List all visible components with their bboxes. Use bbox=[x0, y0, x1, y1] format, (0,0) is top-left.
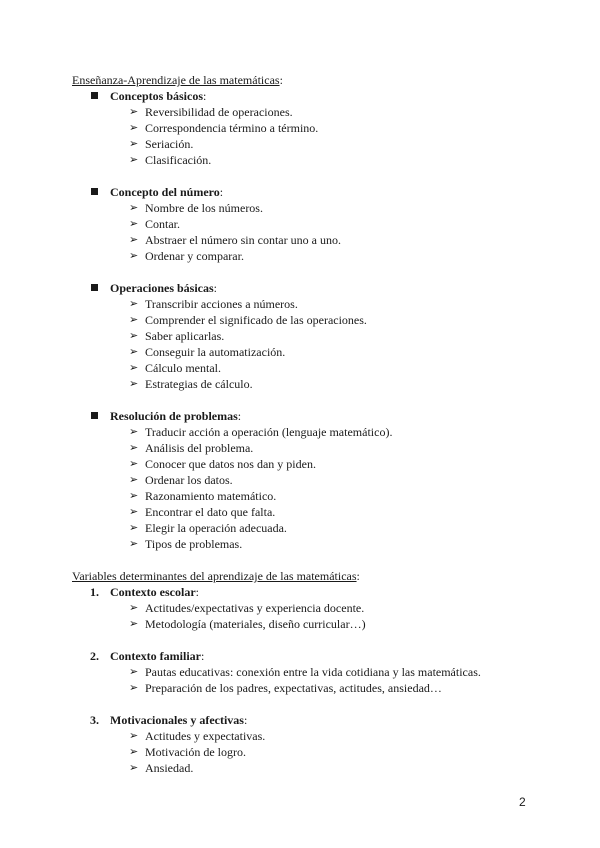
group-heading-text: Contexto escolar bbox=[110, 585, 196, 599]
arrow-bullet-icon: ➢ bbox=[129, 473, 139, 486]
arrow-bullet-icon: ➢ bbox=[129, 345, 139, 358]
list-item-text: Clasificación. bbox=[145, 153, 212, 167]
list-item-text: Elegir la operación adecuada. bbox=[145, 521, 287, 535]
numbered-heading bbox=[0, 648, 600, 664]
group-heading-text: Conceptos básicos bbox=[110, 89, 204, 103]
group-heading bbox=[0, 280, 600, 296]
list-item bbox=[0, 488, 600, 504]
list-item-text: Preparación de los padres, expectativas, actitudes, ansiedad… bbox=[145, 681, 442, 695]
numbered-heading bbox=[0, 712, 600, 728]
arrow-bullet-icon: ➢ bbox=[129, 105, 139, 118]
list-item-text: Ordenar y comparar. bbox=[145, 249, 244, 263]
list-item bbox=[0, 232, 600, 248]
arrow-bullet-icon: ➢ bbox=[129, 153, 139, 166]
list-item bbox=[0, 600, 600, 616]
arrow-bullet-icon: ➢ bbox=[129, 233, 139, 246]
arrow-bullet-icon: ➢ bbox=[129, 361, 139, 374]
list-item-text: Conocer que datos nos dan y piden. bbox=[145, 457, 316, 471]
arrow-bullet-icon: ➢ bbox=[129, 537, 139, 550]
list-item bbox=[0, 248, 600, 264]
colon: : bbox=[279, 73, 283, 87]
list-item-text: Saber aplicarlas. bbox=[145, 329, 225, 343]
list-item-text: Ansiedad. bbox=[145, 761, 194, 775]
list-item-text: Pautas educativas: conexión entre la vida cotidiana y las matemáticas. bbox=[145, 665, 481, 679]
arrow-bullet-icon: ➢ bbox=[129, 201, 139, 214]
list-item bbox=[0, 216, 600, 232]
list-item bbox=[0, 312, 600, 328]
list-number: 3. bbox=[90, 713, 99, 727]
colon: : bbox=[219, 185, 224, 199]
arrow-bullet-icon: ➢ bbox=[129, 425, 139, 438]
list-item-text: Transcribir acciones a números. bbox=[145, 297, 298, 311]
arrow-bullet-icon: ➢ bbox=[129, 761, 139, 774]
list-item-text: Seriación. bbox=[145, 137, 194, 151]
list-item bbox=[0, 728, 600, 744]
page-number: 2 bbox=[519, 795, 526, 809]
arrow-bullet-icon: ➢ bbox=[129, 137, 139, 150]
list-item-text: Correspondencia término a término. bbox=[145, 121, 319, 135]
group-heading bbox=[0, 88, 600, 104]
arrow-bullet-icon: ➢ bbox=[129, 521, 139, 534]
group-heading bbox=[0, 184, 600, 200]
arrow-bullet-icon: ➢ bbox=[129, 313, 139, 326]
square-bullet-icon bbox=[91, 188, 98, 195]
list-item bbox=[0, 616, 600, 632]
list-item-text: Motivación de logro. bbox=[145, 745, 246, 759]
arrow-bullet-icon: ➢ bbox=[129, 729, 139, 742]
list-item bbox=[0, 680, 600, 696]
colon: : bbox=[237, 409, 242, 423]
numbered-heading bbox=[0, 584, 600, 600]
section-2-title-text: Variables determinantes del aprendizaje de las matemáticas bbox=[72, 569, 357, 583]
list-item-text: Actitudes/expectativas y experiencia docente. bbox=[145, 601, 365, 615]
list-item-text: Abstraer el número sin contar uno a uno. bbox=[145, 233, 341, 247]
arrow-bullet-icon: ➢ bbox=[129, 505, 139, 518]
list-number: 2. bbox=[90, 649, 99, 663]
group-heading-text: Motivacionales y afectivas bbox=[110, 713, 244, 727]
colon: : bbox=[356, 569, 360, 583]
arrow-bullet-icon: ➢ bbox=[129, 441, 139, 454]
arrow-bullet-icon: ➢ bbox=[129, 217, 139, 230]
colon: : bbox=[203, 89, 207, 103]
list-item bbox=[0, 424, 600, 440]
list-item bbox=[0, 120, 600, 136]
list-item bbox=[0, 456, 600, 472]
arrow-bullet-icon: ➢ bbox=[129, 745, 139, 758]
list-item-text: Análisis del problema. bbox=[145, 441, 254, 455]
list-item-text: Conseguir la automatización. bbox=[145, 345, 286, 359]
group-heading-text: Concepto del número bbox=[110, 185, 220, 199]
list-item bbox=[0, 296, 600, 312]
list-item bbox=[0, 520, 600, 536]
group-heading-text: Operaciones básicas bbox=[110, 281, 214, 295]
group-heading-text: Resolución de problemas bbox=[110, 409, 238, 423]
list-item-text: Tipos de problemas. bbox=[145, 537, 243, 551]
list-item-text: Ordenar los datos. bbox=[145, 473, 233, 487]
arrow-bullet-icon: ➢ bbox=[129, 681, 139, 694]
list-item bbox=[0, 760, 600, 776]
group-heading-text: Contexto familiar bbox=[110, 649, 201, 663]
list-item bbox=[0, 200, 600, 216]
arrow-bullet-icon: ➢ bbox=[129, 617, 139, 630]
list-item-text: Cálculo mental. bbox=[145, 361, 221, 375]
group-heading bbox=[0, 408, 600, 424]
list-item bbox=[0, 136, 600, 152]
arrow-bullet-icon: ➢ bbox=[129, 121, 139, 134]
arrow-bullet-icon: ➢ bbox=[129, 665, 139, 678]
list-item-text: Reversibilidad de operaciones. bbox=[145, 105, 293, 119]
colon: : bbox=[243, 713, 248, 727]
section-2-title bbox=[72, 568, 360, 584]
list-number: 1. bbox=[90, 585, 99, 599]
list-item-text: Estrategias de cálculo. bbox=[145, 377, 253, 391]
list-item-text: Nombre de los números. bbox=[145, 201, 263, 215]
arrow-bullet-icon: ➢ bbox=[129, 489, 139, 502]
list-item bbox=[0, 744, 600, 760]
list-item-text: Traducir acción a operación (lenguaje matemático). bbox=[145, 425, 393, 439]
square-bullet-icon bbox=[91, 284, 98, 291]
arrow-bullet-icon: ➢ bbox=[129, 601, 139, 614]
list-item bbox=[0, 504, 600, 520]
list-item-text: Comprender el significado de las operaciones. bbox=[145, 313, 367, 327]
list-item-text: Actitudes y expectativas. bbox=[145, 729, 266, 743]
list-item bbox=[0, 344, 600, 360]
arrow-bullet-icon: ➢ bbox=[129, 457, 139, 470]
arrow-bullet-icon: ➢ bbox=[129, 297, 139, 310]
list-item bbox=[0, 152, 600, 168]
list-item bbox=[0, 104, 600, 120]
square-bullet-icon bbox=[91, 412, 98, 419]
list-item bbox=[0, 440, 600, 456]
list-item-text: Encontrar el dato que falta. bbox=[145, 505, 276, 519]
colon: : bbox=[195, 585, 199, 599]
list-item bbox=[0, 376, 600, 392]
list-item bbox=[0, 664, 600, 680]
square-bullet-icon bbox=[91, 92, 98, 99]
colon: : bbox=[213, 281, 218, 295]
arrow-bullet-icon: ➢ bbox=[129, 329, 139, 342]
list-item bbox=[0, 472, 600, 488]
arrow-bullet-icon: ➢ bbox=[129, 377, 139, 390]
list-item bbox=[0, 536, 600, 552]
section-1-title bbox=[72, 72, 283, 88]
list-item-text: Metodología (materiales, diseño curricular…) bbox=[145, 617, 366, 631]
list-item-text: Contar. bbox=[145, 217, 180, 231]
colon: : bbox=[200, 649, 205, 663]
list-item bbox=[0, 328, 600, 344]
section-1-title-text: Enseñanza-Aprendizaje de las matemáticas bbox=[72, 73, 280, 87]
list-item-text: Razonamiento matemático. bbox=[145, 489, 277, 503]
list-item bbox=[0, 360, 600, 376]
arrow-bullet-icon: ➢ bbox=[129, 249, 139, 262]
